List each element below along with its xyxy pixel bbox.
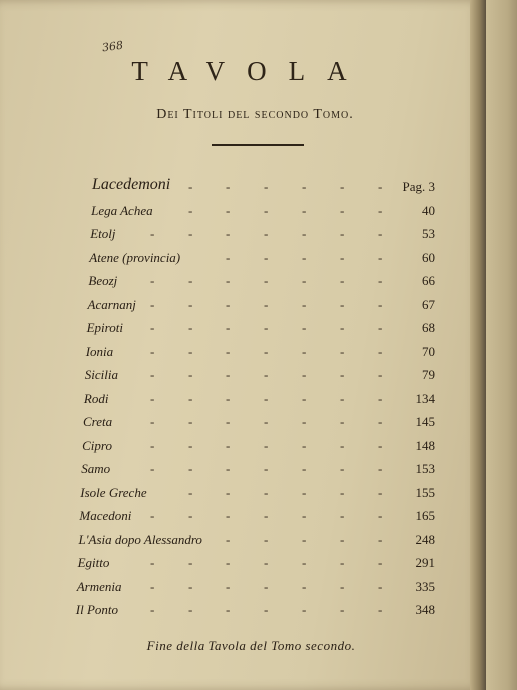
leader-dash: - — [187, 484, 193, 500]
leader-dash: - — [263, 273, 269, 288]
leader-dash: - — [187, 390, 193, 406]
leader-dash: - — [225, 461, 231, 476]
toc-entry — [88, 294, 436, 316]
leader-dash: - — [302, 296, 307, 312]
leader-dash: - — [225, 578, 231, 594]
toc-entry — [91, 200, 435, 222]
leader-dash: - — [149, 578, 155, 594]
leader-dash: - — [301, 555, 307, 570]
toc-entry-page: 70 — [421, 343, 435, 359]
toc-entry-title: Epiroti — [86, 320, 123, 335]
leader-dash: - — [188, 179, 193, 194]
leader-dash: - — [187, 578, 193, 594]
toc-entry-page: 155 — [415, 484, 435, 500]
leader-dash: - — [339, 461, 345, 476]
leader-dash: - — [301, 343, 307, 359]
toc-entry-page: 79 — [421, 367, 435, 382]
toc-entry — [87, 317, 435, 339]
leader-dash: - — [263, 508, 269, 523]
leader-dash: - — [302, 179, 307, 194]
leader-dash: - — [149, 461, 155, 476]
toc-entry — [80, 482, 435, 504]
leader-dash: - — [150, 414, 155, 429]
leader-dash: - — [377, 249, 383, 265]
toc-entry — [77, 576, 435, 598]
leader-dash: - — [302, 531, 307, 547]
leader-dash: - — [340, 414, 345, 429]
leader-dash: - — [301, 226, 307, 241]
leader-dash: - — [149, 343, 155, 359]
leader-dash: - — [149, 437, 155, 453]
leader-dash: - — [339, 249, 345, 265]
leader-dash: - — [187, 273, 193, 288]
leader-dash: - — [301, 273, 307, 288]
leader-dash: - — [263, 343, 269, 359]
leader-dash: - — [225, 602, 231, 617]
leader-dash: - — [149, 226, 155, 241]
toc-entry-title: Creta — [83, 414, 113, 429]
toc-entry — [79, 505, 435, 527]
leader-dash: - — [264, 531, 269, 547]
toc-entry-title: Macedoni — [79, 508, 132, 523]
leader-dash: - — [187, 202, 193, 218]
leader-dash: - — [377, 226, 383, 241]
toc-entry-title: Lacedemoni — [92, 176, 171, 193]
leader-dash: - — [226, 531, 231, 547]
leader-dash: - — [301, 390, 307, 406]
leader-dash: - — [339, 437, 345, 453]
book-gutter — [470, 0, 486, 690]
toc-entry-page: Pag. 3 — [402, 179, 435, 194]
leader-dash: - — [377, 578, 383, 594]
toc-entry — [82, 435, 435, 457]
leader-dash: - — [339, 202, 345, 218]
toc-entry-page: 335 — [415, 578, 435, 594]
leader-dash: - — [339, 343, 345, 359]
leader-dash: - — [225, 508, 231, 523]
leader-dash: - — [263, 367, 269, 382]
leader-dash: - — [377, 602, 383, 617]
leader-dash: - — [187, 508, 193, 523]
leader-dash: - — [301, 367, 307, 382]
leader-dash: - — [339, 367, 345, 382]
toc-entry — [85, 364, 435, 386]
toc-entry-title: Acarnanj — [87, 296, 136, 312]
leader-dash: - — [225, 367, 231, 382]
toc-entry — [83, 411, 435, 433]
toc-entry-title: Samo — [81, 461, 111, 476]
leader-dash: - — [378, 179, 383, 194]
leader-dash: - — [263, 484, 269, 500]
leader-dash: - — [301, 578, 307, 594]
leader-dash: - — [378, 531, 383, 547]
leader-dash: - — [263, 390, 269, 406]
leader-dash: - — [225, 390, 231, 406]
toc-entry-title: Lega Achea — [91, 202, 153, 218]
leader-dash: - — [301, 508, 307, 523]
leader-dash: - — [263, 202, 269, 218]
toc-entry-title: Beozj — [88, 273, 118, 288]
leader-dash: - — [225, 320, 231, 335]
leader-dash: - — [149, 273, 155, 288]
leader-dash: - — [377, 508, 383, 523]
leader-dash: - — [187, 367, 193, 382]
leader-dash: - — [187, 320, 193, 335]
toc-entry — [86, 341, 435, 363]
leader-dash: - — [339, 578, 345, 594]
toc-entry-page: 291 — [415, 555, 435, 570]
toc-entry — [88, 270, 435, 292]
toc-entry-page: 66 — [421, 273, 435, 288]
leader-dash: - — [225, 249, 231, 265]
leader-dash: - — [226, 414, 231, 429]
leader-dash: - — [187, 226, 193, 241]
leader-dash: - — [188, 414, 193, 429]
toc-entry-page: 248 — [415, 531, 435, 547]
toc-entry-title: Egitto — [77, 555, 110, 570]
leader-dash: - — [263, 226, 269, 241]
toc-entry-title: Etolj — [90, 226, 116, 241]
page-title: TAVOLA — [131, 56, 369, 86]
leader-dash: - — [302, 414, 307, 429]
toc-entry-title: Cipro — [82, 437, 112, 453]
leader-dash: - — [339, 555, 345, 570]
toc-entry-title: Il Ponto — [75, 602, 119, 617]
toc-entry-page: 145 — [415, 414, 435, 429]
toc-entry-title: L'Asia dopo Alessandro — [78, 531, 202, 547]
leader-dash: - — [264, 296, 269, 312]
leader-dash: - — [377, 484, 383, 500]
leader-dash: - — [225, 202, 231, 218]
leader-dash: - — [187, 602, 193, 617]
leader-dash: - — [263, 320, 269, 335]
leader-dash: - — [187, 437, 193, 453]
leader-dash: - — [301, 461, 307, 476]
toc-entry-title: Isole Greche — [80, 484, 147, 500]
toc-entry-page: 60 — [421, 249, 435, 265]
leader-dash: - — [263, 578, 269, 594]
leader-dash: - — [225, 273, 231, 288]
leader-dash: - — [301, 249, 307, 265]
leader-dash: - — [225, 437, 231, 453]
leader-dash: - — [377, 437, 383, 453]
toc-entry — [76, 599, 435, 621]
leader-dash: - — [263, 555, 269, 570]
leader-dash: - — [301, 320, 307, 335]
leader-dash: - — [378, 414, 383, 429]
leader-dash: - — [149, 555, 155, 570]
leader-dash: - — [377, 390, 383, 406]
toc-entry-page: 153 — [415, 461, 435, 476]
leader-dash: - — [339, 273, 345, 288]
toc-entry-page: 53 — [421, 226, 435, 241]
page-number: 368 — [101, 38, 124, 55]
leader-dash: - — [150, 296, 155, 312]
adjacent-page-edge — [486, 0, 517, 690]
leader-dash: - — [377, 202, 383, 218]
leader-dash: - — [188, 296, 193, 312]
toc-entry-page: 67 — [422, 296, 435, 312]
leader-dash: - — [225, 484, 231, 500]
leader-dash: - — [187, 343, 193, 359]
leader-dash: - — [187, 555, 193, 570]
toc-entry — [81, 458, 435, 480]
toc-entry — [79, 529, 436, 551]
leader-dash: - — [149, 390, 155, 406]
divider-rule — [212, 144, 304, 146]
toc-entry — [89, 247, 435, 269]
leader-dash: - — [263, 602, 269, 617]
toc-entry-title: Atene (provincia) — [89, 249, 181, 265]
toc-entry-page: 40 — [421, 202, 435, 218]
toc-entry — [78, 552, 435, 574]
toc-entry — [92, 176, 435, 198]
leader-dash: - — [377, 343, 383, 359]
page-subtitle: Dei Titoli del secondo Tomo. — [156, 107, 354, 122]
leader-dash: - — [225, 343, 231, 359]
toc-entry-page: 148 — [415, 437, 435, 453]
leader-dash: - — [263, 249, 269, 265]
toc-entry-title: Rodi — [83, 390, 109, 406]
leader-dash: - — [340, 296, 345, 312]
toc-entry — [90, 223, 435, 245]
leader-dash: - — [340, 179, 345, 194]
leader-dash: - — [264, 414, 269, 429]
leader-dash: - — [339, 484, 345, 500]
leader-dash: - — [339, 602, 345, 617]
leader-dash: - — [301, 437, 307, 453]
leader-dash: - — [377, 273, 383, 288]
leader-dash: - — [149, 320, 155, 335]
leader-dash: - — [149, 367, 155, 382]
toc-entry-page: 348 — [415, 602, 435, 617]
leader-dash: - — [225, 555, 231, 570]
page-footer: Fine della Tavola del Tomo secondo. — [146, 638, 356, 653]
leader-dash: - — [377, 461, 383, 476]
leader-dash: - — [301, 202, 307, 218]
leader-dash: - — [225, 226, 231, 241]
toc-entry-page: 68 — [421, 320, 435, 335]
leader-dash: - — [149, 508, 155, 523]
leader-dash: - — [263, 461, 269, 476]
leader-dash: - — [301, 484, 307, 500]
leader-dash: - — [226, 296, 231, 312]
leader-dash: - — [149, 602, 155, 617]
leader-dash: - — [339, 226, 345, 241]
leader-dash: - — [339, 508, 345, 523]
toc-entry-page: 134 — [415, 390, 435, 406]
leader-dash: - — [340, 531, 345, 547]
toc-entry-title: Ionia — [85, 343, 114, 359]
leader-dash: - — [339, 390, 345, 406]
leader-dash: - — [339, 320, 345, 335]
toc-entry-page: 165 — [415, 508, 435, 523]
leader-dash: - — [301, 602, 307, 617]
leader-dash: - — [378, 296, 383, 312]
leader-dash: - — [377, 367, 383, 382]
leader-dash: - — [263, 437, 269, 453]
leader-dash: - — [264, 179, 269, 194]
toc-entry-title: Sicilia — [84, 367, 119, 382]
leader-dash: - — [377, 555, 383, 570]
leader-dash: - — [377, 320, 383, 335]
toc-entry — [84, 388, 435, 410]
leader-dash: - — [187, 461, 193, 476]
leader-dash: - — [226, 179, 231, 194]
toc-entry-title: Armenia — [76, 578, 122, 594]
